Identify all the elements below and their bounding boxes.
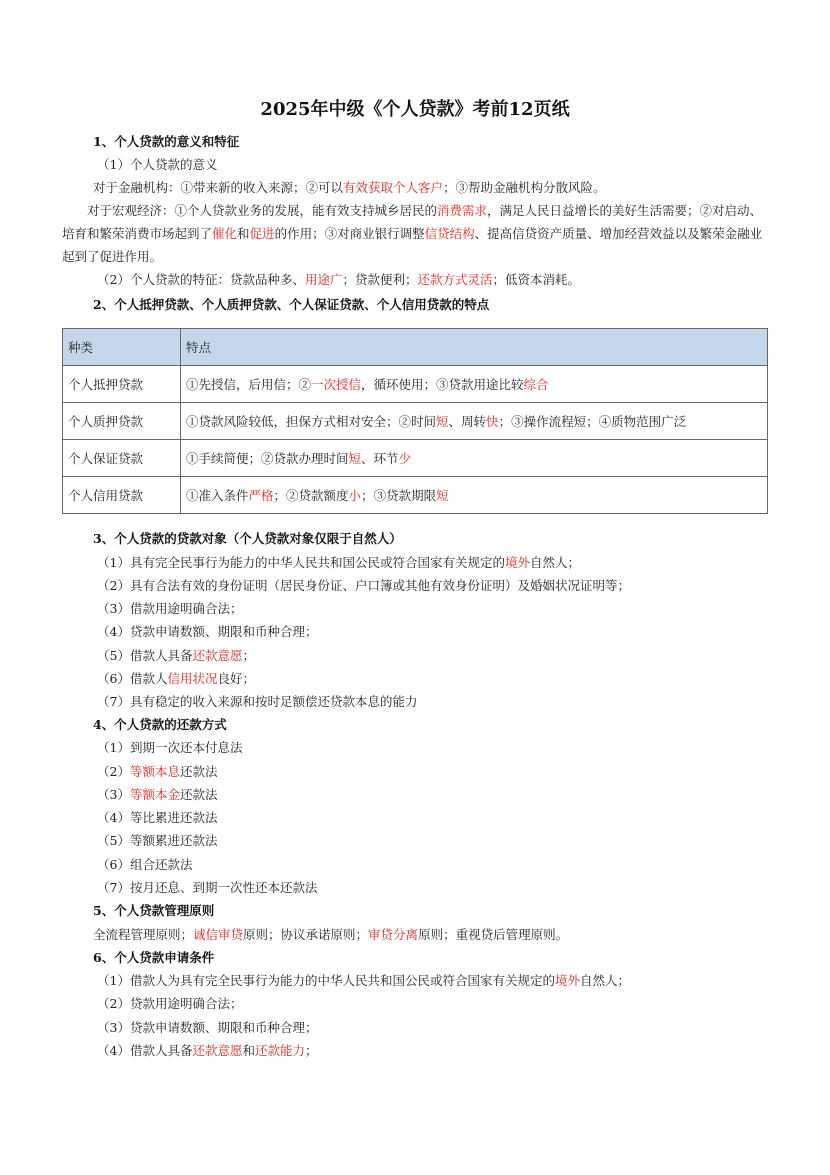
table-cell-feature: ①先授信，后用信；②一次授信，循环使用；③贷款用途比较综合: [181, 366, 768, 403]
table-row: [63, 440, 768, 477]
list-item: （4）等比累进还款法: [97, 810, 218, 825]
para-macro: 对于宏观经济：①个人贷款业务的发展，能有效支持城乡居民的消费需求，满足人民日益增长的美好生活需要；②对启动、培育和繁荣消费市场起到了催化和促进的作用；③对商业银行调整信贷结构、提高信贷资产质量、增加经营效益以及繁荣金融业起到了促进作用。: [62, 203, 763, 264]
table-row: [63, 403, 768, 440]
section-6-heading: 6、个人贷款申请条件: [93, 950, 215, 965]
list-item: （2）等额本息还款法: [97, 764, 218, 779]
list-item: （3）贷款申请数额、期限和币种合理；: [97, 1020, 318, 1035]
list-item: （2）具有合法有效的身份证明（居民身份证、户口簿或其他有效身份证明）及婚姻状况证明等；: [97, 578, 630, 593]
page-title: 2025年中级《个人贷款》考前12页纸: [260, 99, 570, 120]
section-2-heading: 2、个人抵押贷款、个人质押贷款、个人保证贷款、个人信用贷款的特点: [93, 297, 490, 312]
table-cell-type: 个人信用贷款: [63, 477, 181, 514]
table-cell-feature: ①手续简便；②贷款办理时间短、环节少: [181, 440, 768, 477]
list-item: （4）借款人具备还款意愿和还款能力；: [97, 1043, 318, 1058]
table-header-row: [63, 329, 768, 366]
section-3-heading: 3、个人贷款的贷款对象（个人贷款对象仅限于自然人）: [93, 531, 402, 546]
loan-type-table: [62, 328, 768, 514]
list-item: （5）借款人具备还款意愿；: [97, 648, 255, 663]
table-cell-type: 个人抵押贷款: [63, 366, 181, 403]
list-item: （2）贷款用途明确合法；: [97, 996, 243, 1011]
section-1-sub2: （2）个人贷款的特征：贷款品种多、用途广；贷款便利；还款方式灵活；低资本消耗。: [97, 272, 581, 287]
table-header-cell: 特点: [181, 329, 768, 366]
table-cell-feature: ①准入条件严格；②贷款额度小；③贷款期限短: [181, 477, 768, 514]
table-header-cell: 种类: [63, 329, 181, 366]
list-item: （4）贷款申请数额、期限和币种合理；: [97, 624, 318, 639]
table-row: [63, 366, 768, 403]
list-item: （3）借款用途明确合法；: [97, 601, 243, 616]
table-cell-type: 个人保证贷款: [63, 440, 181, 477]
table-row: [63, 477, 768, 514]
list-item: （1）借款人为具有完全民事行为能力的中华人民共和国公民或符合国家有关规定的境外自然人；: [97, 973, 630, 988]
section-1-sub1: （1）个人贷款的意义: [97, 157, 218, 172]
section-5-heading: 5、个人贷款管理原则: [93, 903, 215, 918]
list-item: （7）按月还息、到期一次性还本还款法: [97, 880, 318, 895]
section-4-heading: 4、个人贷款的还款方式: [93, 717, 227, 732]
list-item: （3）等额本金还款法: [97, 787, 218, 802]
list-item: （1）具有完全民事行为能力的中华人民共和国公民或符合国家有关规定的境外自然人；: [97, 555, 580, 570]
principles-text: 全流程管理原则；诚信审贷原则；协议承诺原则；审贷分离原则；重视贷后管理原则。: [93, 927, 569, 942]
list-item: （6）借款人信用状况良好；: [97, 671, 255, 686]
list-item: （6）组合还款法: [97, 857, 193, 872]
list-item: （7）具有稳定的收入来源和按时足额偿还贷款本息的能力: [97, 694, 418, 709]
table-cell-feature: ①贷款风险较低，担保方式相对安全；②时间短、周转快；③操作流程短；④质物范围广泛: [181, 403, 768, 440]
list-item: （5）等额累进还款法: [97, 833, 218, 848]
section-1-heading: 1、个人贷款的意义和特征: [93, 134, 240, 149]
list-item: （1）到期一次还本付息法: [97, 740, 243, 755]
para-finance: 对于金融机构：①带来新的收入来源；②可以有效获取个人客户；③帮助金融机构分散风险。: [93, 180, 606, 195]
table-cell-type: 个人质押贷款: [63, 403, 181, 440]
